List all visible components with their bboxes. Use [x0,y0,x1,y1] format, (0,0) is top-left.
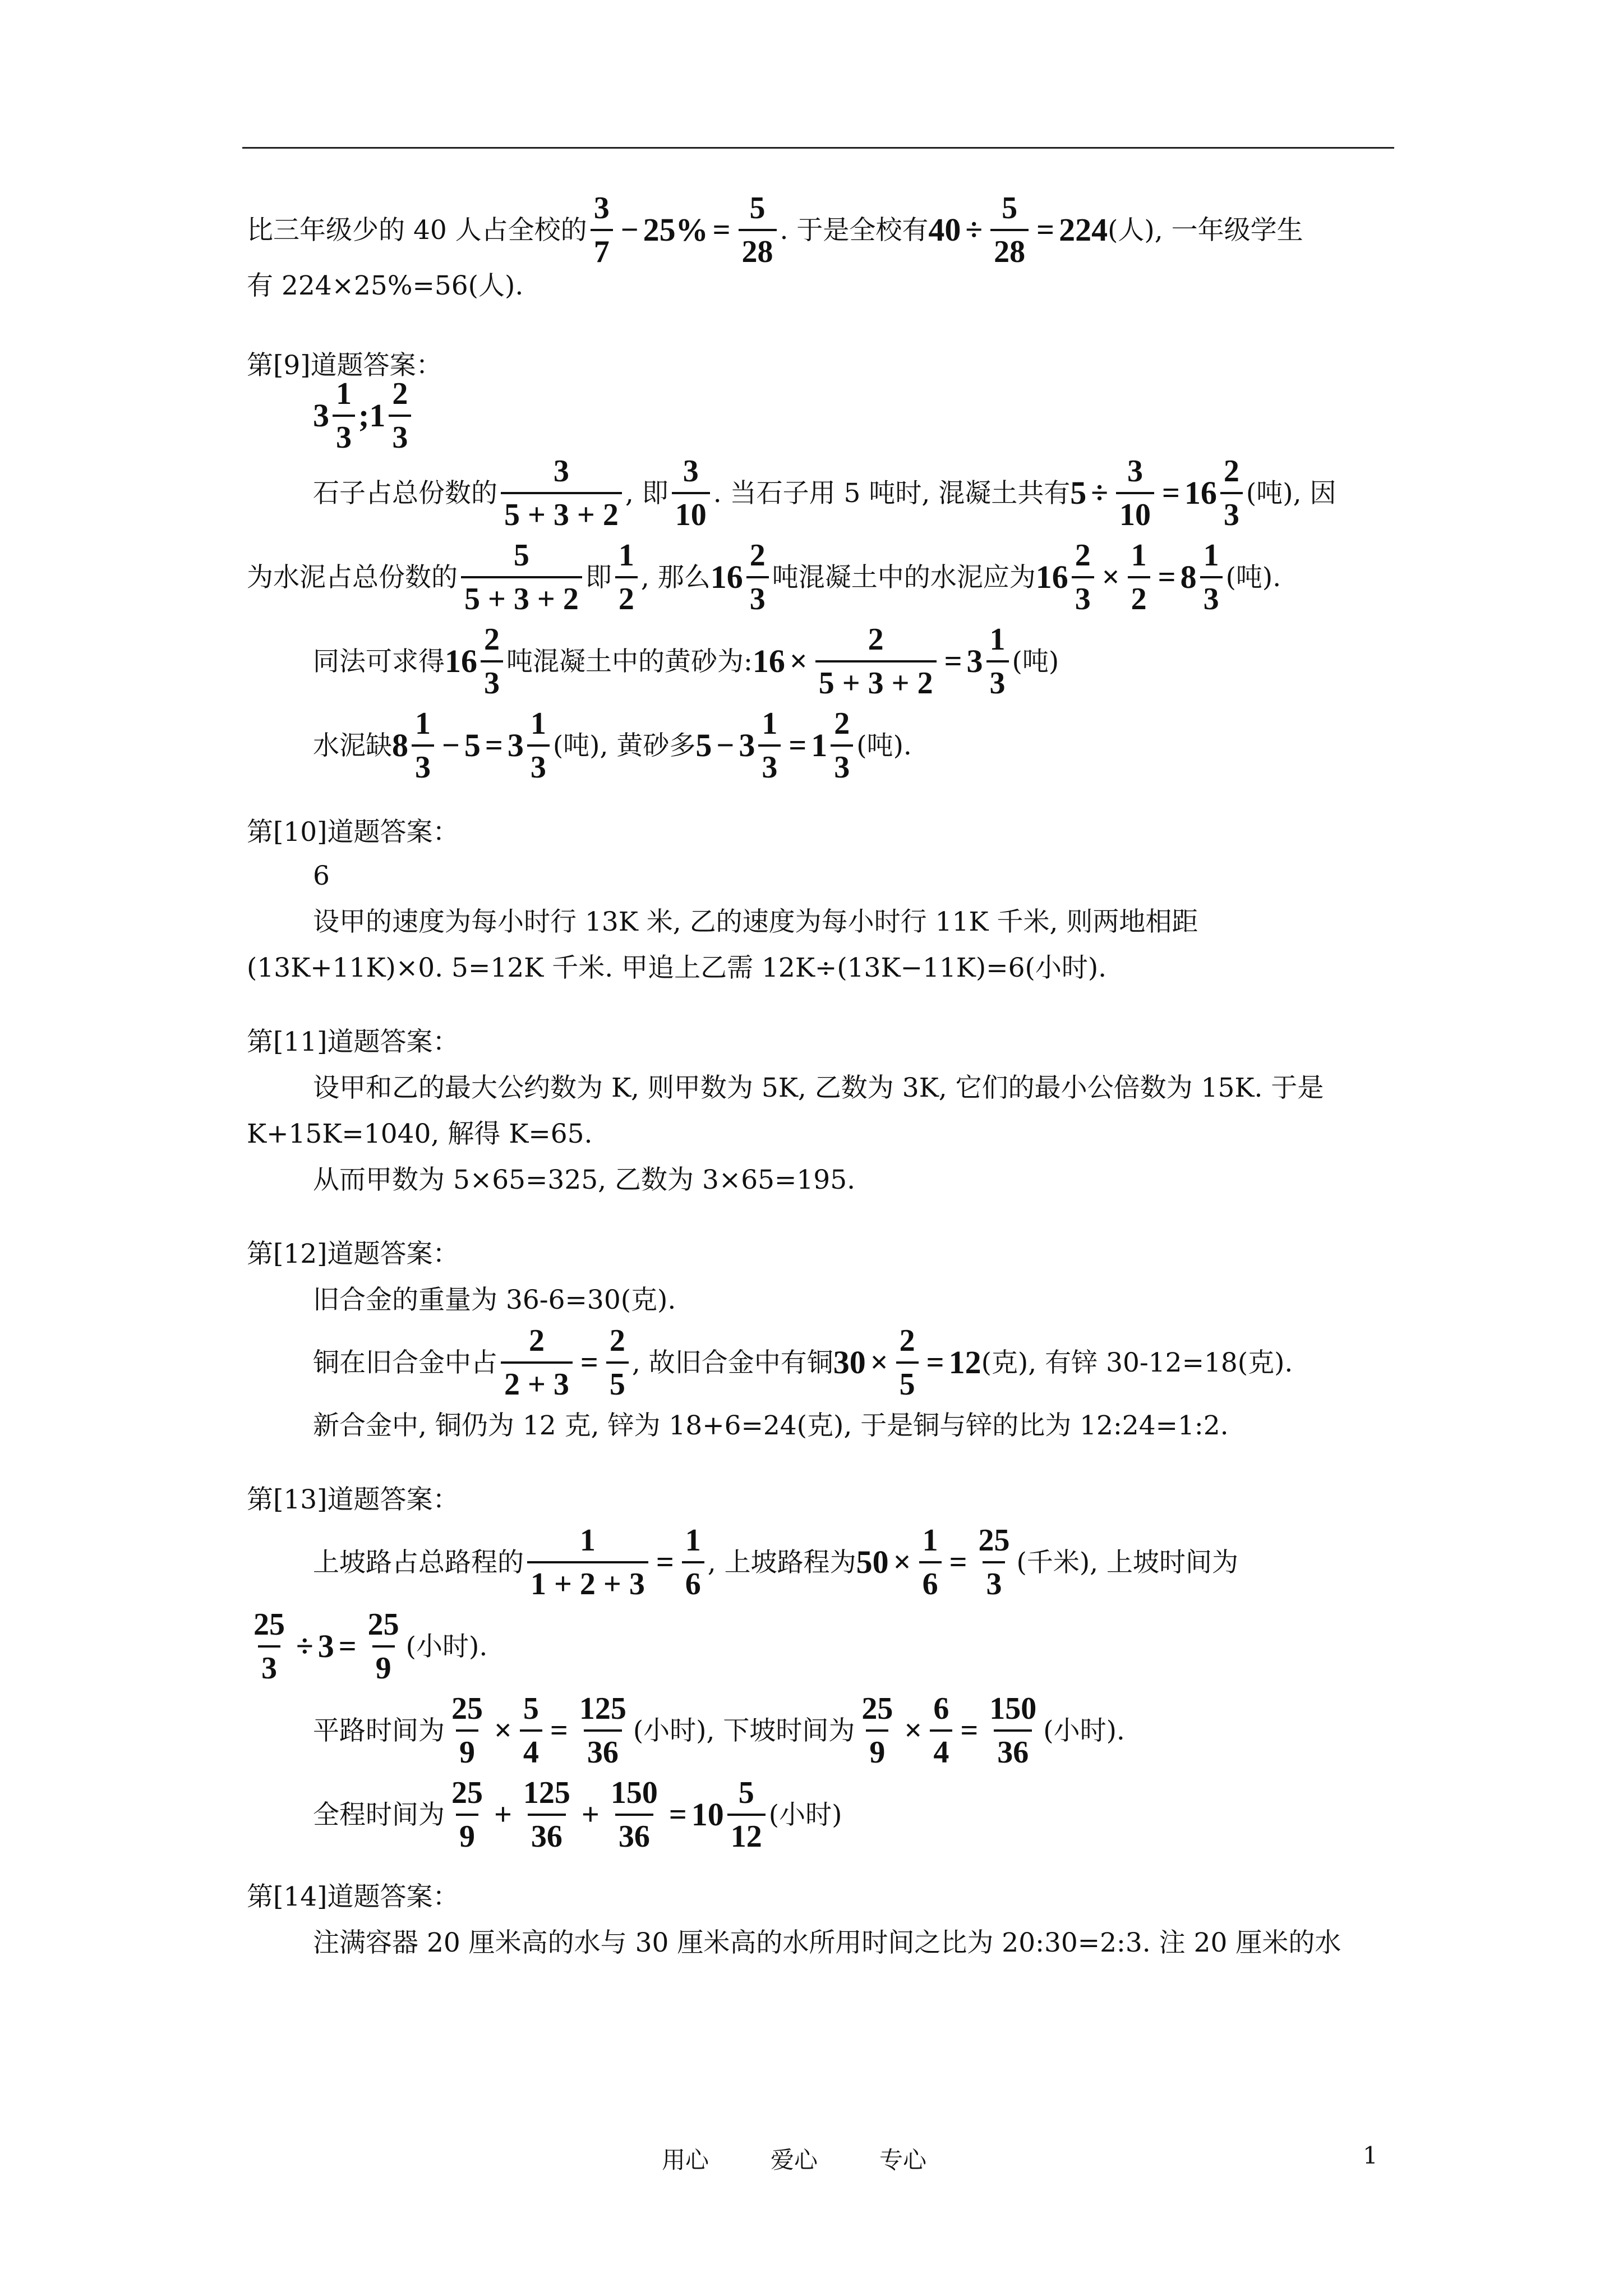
text: 比三年级少的 40 人占全校的 [247,214,587,246]
q10-heading: 第[10]道题答案： [247,816,459,848]
para1-line1: 比三年级少的 40 人占全校的 $\frac{3}{7}$ − 25% = $\frac{5}{28}$ . 于是全校有 40 ÷ $\frac{5}{28}$ = 224 (人), 一年级学生 [247,202,1396,258]
fraction: $\frac{3}{7}$ [591,190,613,270]
footer-text: 用心 [662,2146,709,2174]
q10-answer: 6 [313,860,330,891]
header-rule [242,147,1394,149]
q9-line1: 石子占总份数的 $\frac{3}{5 + 3 + 2}$ , 即 $\frac{3}{10}$ . 当石子用 5 吨时, 混凝土共有 5 ÷ $\frac{3}{10}$ = 16 $\frac{2}{3}$ (吨), 因 [247,451,1396,535]
fraction: $\frac{5}{28}$ [739,190,777,270]
q13-line4: 全程时间为 $\frac{25}{9}$ + $\frac{125}{36}$ + $\frac{150}{36}$ = 10 $\frac{5}{12}$ (小时) [247,1773,1396,1857]
q10-line2: (13K+11K)×0. 5=12K 千米. 甲追上乙需 12K÷(13K−11K)=6(小时). [247,952,1107,983]
q13-line2: $\frac{25}{3}$ ÷ 3 = $\frac{25}{9}$ (小时). [247,1604,1396,1688]
para1-line2: 有 224×25%=56(人). [247,270,524,301]
document-body [247,190,1396,1960]
page-number: 1 [1363,2142,1378,2169]
footer-text: 爱心 [771,2146,818,2174]
q11-line1: 设甲和乙的最大公约数为 K, 则甲数为 5K, 乙数为 3K, 它们的最小公倍数为 15K. 于是 [313,1072,1324,1103]
q9-answer: 3 $\frac{1}{3}$ ; 1 $\frac{2}{3}$ [247,385,1396,447]
q9-line4: 水泥缺 8 $\frac{1}{3}$ − 5 = 3 $\frac{1}{3}$ (吨), 黄砂多 5 − 3 $\frac{1}{3}$ = 1 $\frac{2}{3}$ (吨). [247,703,1396,788]
page-footer [662,2142,926,2175]
q12-line1: 旧合金的重量为 36-6=30(克). [313,1284,676,1315]
q11-line3: 从而甲数为 5×65=325, 乙数为 3×65=195. [313,1164,856,1195]
q12-heading: 第[12]道题答案： [247,1238,459,1269]
q11-heading: 第[11]道题答案： [247,1026,459,1057]
q13-heading: 第[13]道题答案： [247,1484,459,1515]
q13-line1: 上坡路占总路程的 $\frac{1}{1 + 2 + 3}$ = $\frac{1}{6}$ , 上坡路程为 50 × $\frac{1}{6}$ = $\frac{25}{3}$ (千米), 上坡时间为 [247,1520,1396,1604]
q11-line2: K+15K=1040, 解得 K=65. [247,1118,593,1149]
q14-heading: 第[14]道题答案： [247,1881,459,1912]
q14-line1: 注满容器 20 厘米高的水与 30 厘米高的水所用时间之比为 20:30=2:3. 注 20 厘米的水 [313,1927,1341,1958]
fraction: $\frac{5}{28}$ [990,190,1029,270]
q9-line3: 同法可求得 16 $\frac{2}{3}$ 吨混凝土中的黄砂为: 16 × $\frac{2}{5 + 3 + 2}$ = 3 $\frac{1}{3}$ (吨) [247,619,1396,703]
q9-line2: 为水泥占总份数的 $\frac{5}{5 + 3 + 2}$ 即 $\frac{1}{2}$ , 那么 16 $\frac{2}{3}$ 吨混凝土中的水泥应为 16 $\frac{2}{3}$ × $\frac{1}{2}$ = 8 $\frac{1}{3}$ (吨). [247,535,1396,619]
q10-line1: 设甲的速度为每小时行 13K 米, 乙的速度为每小时行 11K 千米, 则两地相距 [313,906,1198,937]
q9-heading: 第[9]道题答案： [247,349,442,381]
footer-text: 专心 [879,2146,927,2174]
q13-line3: 平路时间为 $\frac{25}{9}$ × $\frac{5}{4}$ = $\frac{125}{36}$ (小时), 下坡时间为 $\frac{25}{9}$ × $\frac{6}{4}$ = $\frac{150}{36}$ (小时). [247,1688,1396,1773]
q12-line2: 铜在旧合金中占 $\frac{2}{2 + 3}$ = $\frac{2}{5}$ , 故旧合金中有铜 30 × $\frac{2}{5}$ = 12 (克), 有锌 30-12=18(克). [247,1320,1396,1405]
q12-line3: 新合金中, 铜仍为 12 克, 锌为 18+6=24(克), 于是铜与锌的比为 12:24=1:2. [313,1410,1229,1441]
